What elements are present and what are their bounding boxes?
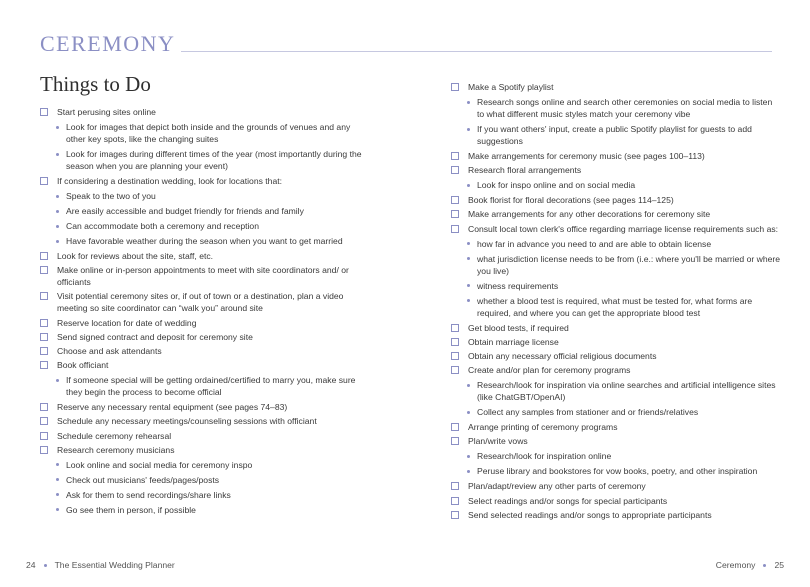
checklist-item-text: Make arrangements for ceremony music (see pages 100–113) (468, 151, 705, 161)
sub-item-text: witness requirements (477, 280, 559, 291)
sub-item-text: Are easily accessible and budget friendly for friends and family (66, 206, 304, 216)
sub-item (40, 459, 370, 471)
sub-item (40, 220, 370, 232)
checkbox-icon[interactable] (451, 152, 459, 160)
sub-item-text: Look online and social media for ceremony inspo (66, 459, 253, 470)
checklist-item (40, 401, 370, 413)
sub-list (451, 96, 781, 147)
running-section-title: Ceremony (715, 560, 756, 570)
checklist-item (40, 430, 370, 442)
checkbox-icon[interactable] (40, 108, 48, 116)
sub-list (40, 121, 370, 172)
checklist-item (451, 421, 781, 433)
bullet-icon (467, 411, 470, 414)
checklist-item (451, 322, 781, 334)
checklist-item (451, 495, 781, 507)
checklist-item-text: Make online or in-person appointments to meet with site coordinators and/ or officiants (57, 265, 349, 288)
left-checklist (40, 106, 370, 519)
checklist-item-text: Reserve location for date of wedding (57, 317, 197, 328)
checklist-item (40, 359, 370, 371)
sub-item-text: Ask for them to send recordings/share links (66, 489, 231, 500)
sub-list (451, 450, 781, 477)
checklist-item (40, 250, 370, 262)
checkbox-icon[interactable] (451, 482, 459, 490)
bullet-icon (467, 299, 470, 302)
checklist-item-text: Create and/or plan for ceremony programs (468, 365, 631, 376)
sub-item (40, 489, 370, 501)
checklist-item-text: Reserve any necessary rental equipment (see pages 74–83) (57, 402, 288, 413)
checklist-item-text: Make a Spotify playlist (468, 82, 554, 92)
sub-item-text: Check out musicians' feeds/pages/posts (66, 474, 220, 485)
checkbox-icon[interactable] (40, 432, 48, 440)
bullet-icon (56, 508, 59, 511)
footer-left (26, 560, 175, 570)
checklist-item (40, 331, 370, 343)
sub-item-text: Go see them in person, if possible (66, 504, 196, 515)
checklist-item (451, 350, 781, 362)
bullet-icon (56, 463, 59, 466)
bullet-icon (467, 242, 470, 245)
sub-item (40, 235, 370, 247)
page-subtitle: Things to Do (40, 72, 151, 96)
checkbox-icon[interactable] (40, 361, 48, 369)
checklist-item (451, 480, 781, 492)
checklist-item-text: Make arrangements for any other decorations for ceremony site (468, 209, 711, 220)
checklist-item-text: Consult local town clerk's office regarding marriage license requirements such as: (468, 223, 779, 234)
checklist-item-text: Select readings and/or songs for special participants (468, 495, 668, 506)
footer-dot-icon (763, 564, 766, 567)
checklist-item (40, 317, 370, 329)
bullet-icon (467, 128, 470, 131)
sub-item-text: If you want others' input, create a public Spotify playlist for guests to add suggestions (477, 124, 752, 146)
sub-item-text: Research/look for inspiration via online searches and artificial intelligence sites (like ChatGBT/OpenAI) (477, 380, 776, 403)
checkbox-icon[interactable] (40, 417, 48, 425)
checklist-item-text: Book officiant (57, 360, 109, 371)
checklist-item (40, 444, 370, 456)
checklist-item-text: Book florist for floral decorations (see pages 114–125) (468, 195, 674, 206)
checklist-item (451, 435, 781, 447)
bullet-icon (467, 101, 470, 104)
header-divider (181, 51, 772, 52)
checklist-item (451, 336, 781, 348)
sub-item (40, 148, 370, 172)
sub-list (40, 459, 370, 516)
checkbox-icon[interactable] (451, 196, 459, 204)
checklist-item-text: Obtain marriage license (468, 336, 559, 347)
sub-item-text: Can accommodate both a ceremony and reception (66, 221, 259, 231)
checklist-item (451, 194, 781, 206)
checkbox-icon[interactable] (451, 166, 459, 174)
checklist-item (451, 150, 781, 162)
sub-item (40, 374, 370, 398)
bullet-icon (56, 126, 59, 129)
checklist-item-text: Arrange printing of ceremony programs (468, 422, 618, 433)
bullet-icon (467, 257, 470, 260)
bullet-icon (56, 240, 59, 243)
sub-item (451, 280, 781, 292)
checklist-item-text: Get blood tests, if required (468, 322, 569, 333)
checkbox-icon[interactable] (451, 511, 459, 519)
sub-item (40, 205, 370, 217)
footer-dot-icon (44, 564, 47, 567)
checkbox-icon[interactable] (451, 366, 459, 374)
checklist-item (451, 223, 781, 235)
checklist-item (451, 208, 781, 220)
checkbox-icon[interactable] (40, 319, 48, 327)
checkbox-icon[interactable] (40, 177, 48, 185)
bullet-icon (467, 284, 470, 287)
checklist-item (40, 264, 370, 288)
checkbox-icon[interactable] (451, 83, 459, 91)
sub-item (451, 379, 781, 403)
checkbox-icon[interactable] (451, 497, 459, 505)
sub-item-text: Research songs online and search other ceremonies on social media to listen to what different music styles match your ceremony vibe (477, 97, 773, 119)
checklist-item-text: Research floral arrangements (468, 165, 582, 176)
checklist-item (40, 106, 370, 118)
sub-item (451, 253, 781, 277)
sub-item-text: Peruse library and bookstores for vow books, poetry, and other inspiration (477, 466, 758, 477)
checkbox-icon[interactable] (451, 437, 459, 445)
sub-item-text: what jurisdiction license needs to be from (i.e.: where you'll be married or where you live) (477, 253, 781, 276)
sub-item-text: Have favorable weather during the season when you want to get married (66, 236, 343, 246)
checklist-item-text: Research ceremony musicians (57, 444, 175, 455)
bullet-icon (467, 455, 470, 458)
section-title: CEREMONY (40, 31, 176, 56)
right-checklist (451, 81, 781, 523)
checkbox-icon[interactable] (40, 292, 48, 300)
checklist-item-text: Look for reviews about the site, staff, etc. (57, 251, 214, 261)
checklist-item-text: Obtain any necessary official religious documents (468, 350, 657, 361)
sub-item (451, 450, 781, 462)
bullet-icon (56, 493, 59, 496)
checklist-item (40, 290, 370, 314)
bullet-icon (56, 379, 59, 382)
sub-item (40, 504, 370, 516)
sub-item-text: Research/look for inspiration online (477, 451, 612, 462)
bullet-icon (56, 153, 59, 156)
checklist-item-text: Start perusing sites online (57, 107, 156, 117)
checkbox-icon[interactable] (451, 324, 459, 332)
sub-item-text: Speak to the two of you (66, 191, 156, 201)
sub-list (451, 379, 781, 418)
bullet-icon (56, 195, 59, 198)
checkbox-icon[interactable] (40, 446, 48, 454)
sub-item-text: Look for inspo online and on social media (477, 180, 636, 191)
checkbox-icon[interactable] (451, 423, 459, 431)
sub-item (451, 406, 781, 418)
checklist-item (40, 345, 370, 357)
sub-item-text: Collect any samples from stationer and or friends/relatives (477, 407, 699, 418)
checklist-item-text: Plan/adapt/review any other parts of ceremony (468, 481, 646, 492)
checkbox-icon[interactable] (40, 403, 48, 411)
bullet-icon (56, 210, 59, 213)
sub-item (451, 295, 781, 319)
sub-item (451, 96, 781, 120)
bullet-icon (467, 184, 470, 187)
checklist-item-text: If considering a destination wedding, look for locations that: (57, 176, 283, 186)
bullet-icon (56, 225, 59, 228)
footer-right (716, 560, 784, 570)
sub-list (451, 238, 781, 319)
sub-item (40, 190, 370, 202)
sub-item-text: If someone special will be getting ordained/certified to marry you, make sure they begin the process to become official (66, 375, 356, 398)
sub-list (40, 374, 370, 398)
checklist-item (451, 81, 781, 93)
checklist-item-text: Plan/write vows (468, 436, 528, 447)
sub-item (451, 238, 781, 250)
checkbox-icon[interactable] (40, 347, 48, 355)
book-title: The Essential Wedding Planner (54, 560, 175, 570)
checklist-item (451, 164, 781, 176)
checklist-item-text: Send selected readings and/or songs to appropriate participants (468, 509, 712, 520)
page-header (40, 33, 772, 55)
sub-item (451, 123, 781, 147)
checklist-item-text: Send signed contract and deposit for ceremony site (57, 331, 253, 342)
sub-item (40, 121, 370, 145)
bullet-icon (56, 478, 59, 481)
sub-list (40, 190, 370, 247)
sub-item-text: how far in advance you need to and are able to obtain license (477, 238, 712, 249)
sub-item-text: Look for images during different times of the year (most importantly during the season when you are planning your event) (66, 149, 362, 171)
checklist-item-text: Schedule ceremony rehearsal (57, 430, 172, 441)
sub-list (451, 179, 781, 191)
checkbox-icon[interactable] (40, 252, 48, 260)
checklist-item (40, 175, 370, 187)
sub-item-text: whether a blood test is required, what must be tested for, what forms are required, and where you can get the appropriate blood test (477, 295, 753, 318)
page-number-right: 25 (774, 560, 784, 570)
checkbox-icon[interactable] (40, 266, 48, 274)
checkbox-icon[interactable] (40, 333, 48, 341)
checkbox-icon[interactable] (451, 352, 459, 360)
checklist-item (451, 509, 781, 521)
page-number-left: 24 (26, 560, 36, 570)
checkbox-icon[interactable] (451, 338, 459, 346)
checklist-item-text: Visit potential ceremony sites or, if out of town or a destination, plan a video meeting so site coordinator can “walk you” around site (57, 291, 344, 314)
bullet-icon (467, 470, 470, 473)
checkbox-icon[interactable] (451, 225, 459, 233)
checklist-item (451, 364, 781, 376)
checklist-item-text: Choose and ask attendants (57, 345, 162, 356)
bullet-icon (467, 384, 470, 387)
sub-item (451, 179, 781, 191)
sub-item (40, 474, 370, 486)
sub-item-text: Look for images that depict both inside and the grounds of venues and any other key spots, like the changing suites (66, 122, 351, 144)
checklist-item (40, 415, 370, 427)
checkbox-icon[interactable] (451, 210, 459, 218)
sub-item (451, 465, 781, 477)
checklist-item-text: Schedule any necessary meetings/counseling sessions with officiant (57, 416, 317, 427)
